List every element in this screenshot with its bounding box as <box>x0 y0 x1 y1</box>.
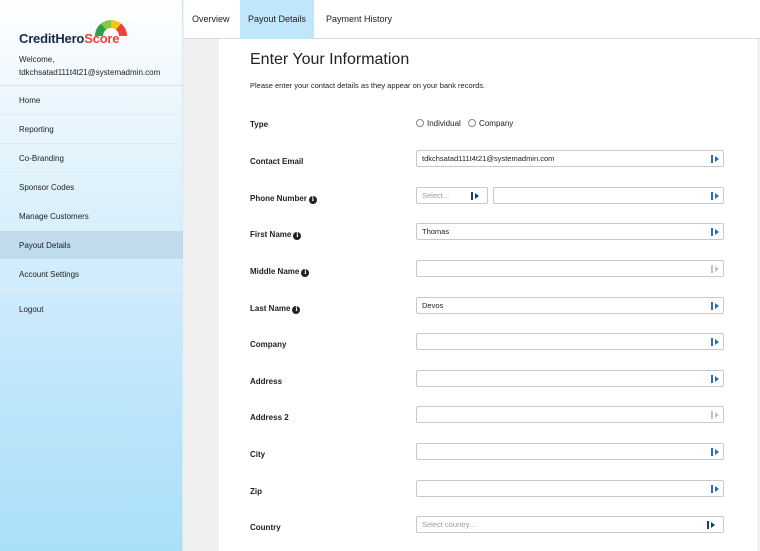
sidebar-item-account-settings[interactable]: Account Settings <box>0 260 183 289</box>
company-input[interactable] <box>416 333 724 350</box>
radio-individual[interactable] <box>416 119 424 127</box>
password-manager-key-icon[interactable] <box>711 154 719 164</box>
zip-input[interactable] <box>416 480 724 497</box>
sidebar-item-reporting[interactable]: Reporting <box>0 115 183 144</box>
contact-email-field[interactable]: tdkchsatad111t4t21@systemadmin.com <box>416 150 724 167</box>
tab-payment-history[interactable]: Payment History <box>326 14 393 24</box>
first-name-label: First Name i <box>250 230 301 240</box>
middle-name-input[interactable] <box>416 260 724 277</box>
sidebar-item-manage-customers[interactable]: Manage Customers <box>0 202 183 231</box>
address2-input[interactable] <box>416 406 724 423</box>
password-manager-key-icon[interactable] <box>471 191 479 201</box>
contact-email-label: Contact Email <box>250 157 304 166</box>
page-subtitle: Please enter your contact details as they appear on your bank records. <box>250 81 486 90</box>
password-manager-key-icon[interactable] <box>711 374 719 384</box>
city-input[interactable] <box>416 443 724 460</box>
address-input[interactable] <box>416 370 724 387</box>
password-manager-key-icon[interactable] <box>711 227 719 237</box>
info-circle-icon[interactable]: i <box>292 306 300 314</box>
top-tab-bar <box>184 0 760 39</box>
phone-country-select[interactable]: Select... <box>416 187 488 204</box>
brand-name: CreditHeroScore <box>19 31 120 46</box>
phone-number-label: Phone Number i <box>250 194 317 204</box>
password-manager-key-icon[interactable] <box>711 264 719 274</box>
type-option-company[interactable]: Company <box>468 119 513 128</box>
country-select[interactable]: Select country... <box>416 516 724 533</box>
country-label: Country <box>250 523 281 532</box>
type-option-individual[interactable]: Individual <box>416 119 461 128</box>
brand-logo[interactable] <box>19 18 139 48</box>
sidebar-item-payout-details[interactable]: Payout Details <box>0 231 183 260</box>
info-circle-icon[interactable]: i <box>293 232 301 240</box>
radio-company[interactable] <box>468 119 476 127</box>
sidebar-item-co-branding[interactable]: Co-Branding <box>0 144 183 173</box>
info-circle-icon[interactable]: i <box>309 196 317 204</box>
phone-number-input[interactable] <box>493 187 724 204</box>
welcome-block <box>19 53 160 79</box>
type-label: Type <box>250 120 269 129</box>
sidebar-item-home[interactable]: Home <box>0 86 183 115</box>
payout-form-panel <box>219 39 757 551</box>
last-name-input[interactable]: Devos <box>416 297 724 314</box>
type-radio-group <box>416 119 518 128</box>
tab-payout-details[interactable]: Payout Details <box>240 0 314 39</box>
sidebar-nav <box>0 86 183 324</box>
sidebar-item-sponsor-codes[interactable]: Sponsor Codes <box>0 173 183 202</box>
company-label: Company <box>250 340 287 349</box>
first-name-input[interactable]: Thomas <box>416 223 724 240</box>
tab-overview[interactable]: Overview <box>192 14 230 24</box>
page-title: Enter Your Information <box>250 51 410 68</box>
password-manager-key-icon[interactable] <box>707 520 715 530</box>
user-email: tdkchsatad111t4t21@systemadmin.com <box>19 68 161 77</box>
last-name-label: Last Name i <box>250 304 300 314</box>
info-circle-icon[interactable]: i <box>301 269 309 277</box>
password-manager-key-icon[interactable] <box>711 410 719 420</box>
sidebar-item-logout[interactable]: Logout <box>19 305 44 314</box>
password-manager-key-icon[interactable] <box>711 191 719 201</box>
address-label: Address <box>250 377 283 386</box>
welcome-text: Welcome, <box>19 55 55 64</box>
password-manager-key-icon[interactable] <box>711 484 719 494</box>
password-manager-key-icon[interactable] <box>711 301 719 311</box>
middle-name-label: Middle Name i <box>250 267 309 277</box>
sidebar <box>0 0 183 551</box>
zip-label: Zip <box>250 487 262 496</box>
password-manager-key-icon[interactable] <box>711 447 719 457</box>
password-manager-key-icon[interactable] <box>711 337 719 347</box>
address2-label: Address 2 <box>250 413 289 422</box>
city-label: City <box>250 450 266 459</box>
